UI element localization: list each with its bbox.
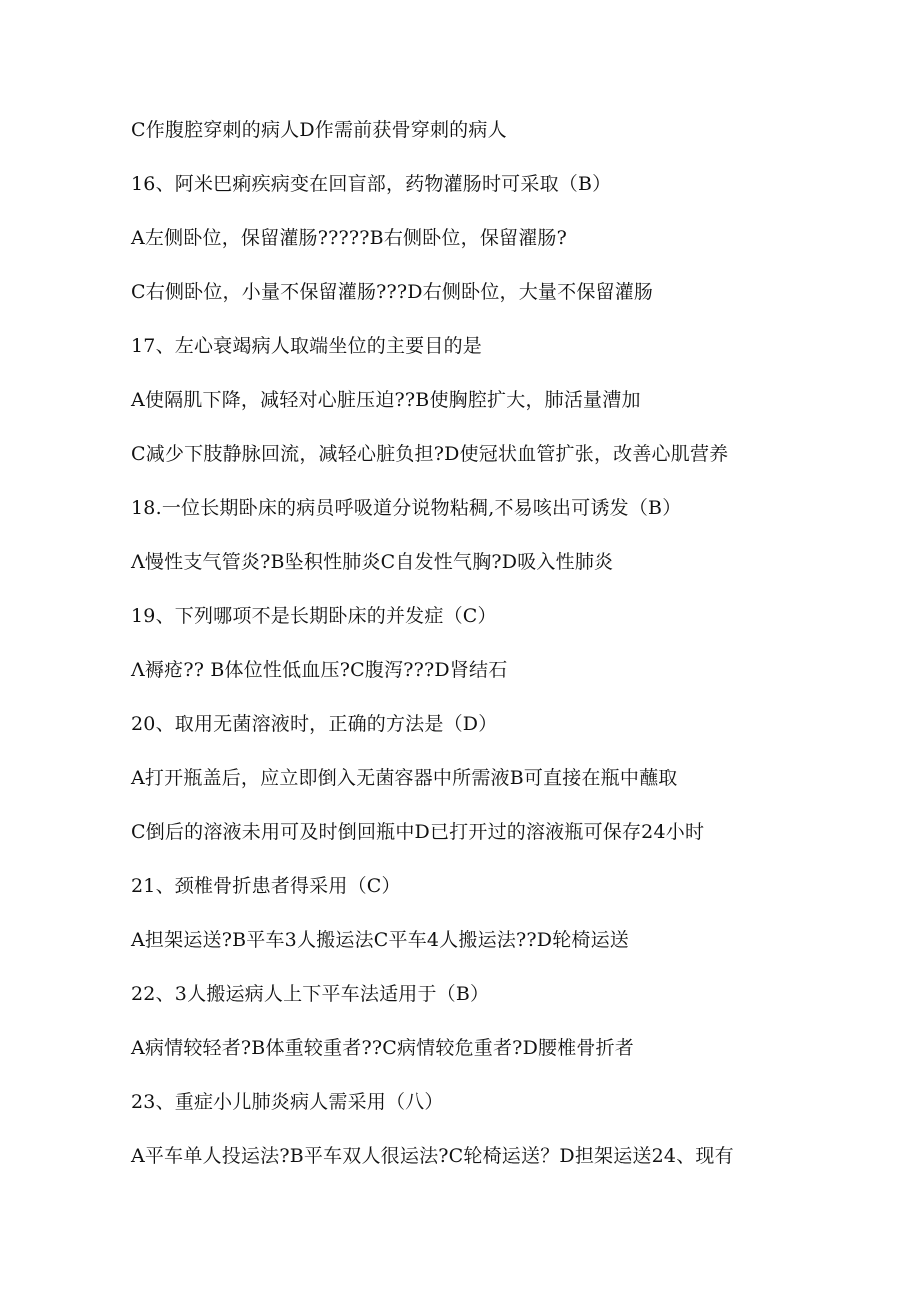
option-line-15-cd: C作腹腔穿刺的病人D作需前获骨穿刺的病人 xyxy=(131,119,507,141)
options-16-cd: C右侧卧位，小量不保留灌肠???D右侧卧位，大量不保留灌肠 xyxy=(131,281,654,303)
question-20: 20、取用无菌溶液时，正确的方法是（D） xyxy=(131,713,498,735)
options-22: A病情较轻者?B体重较重者??C病情较危重者?D腰椎骨折者 xyxy=(131,1037,635,1059)
question-21: 21、颈椎骨折患者得采用（C） xyxy=(131,875,401,897)
options-20-cd: C倒后的溶液未用可及时倒回瓶中D已打开过的溶液瓶可保存24小时 xyxy=(131,821,705,843)
question-22: 22、3人搬运病人上下平车法适用于（B） xyxy=(131,983,490,1005)
question-23: 23、重症小儿肺炎病人需采用（八） xyxy=(131,1091,444,1113)
question-19: 19、下列哪项不是长期卧床的并发症（C） xyxy=(131,605,497,627)
question-17: 17、左心衰竭病人取端坐位的主要目的是 xyxy=(131,335,482,357)
options-20-ab: A打开瓶盖后，应立即倒入无菌容器中所需液B可直接在瓶中蘸取 xyxy=(131,767,678,789)
options-19: Λ褥疮?? B体位性低血压?C腹泻???D肾结石 xyxy=(131,659,508,681)
question-18: 18.一位长期卧床的病员呼吸道分说物粘稠,不易咳出可诱发（B） xyxy=(131,497,682,519)
options-17-ab: A使隔肌下降，减轻对心脏压迫??B使胸腔扩大，肺活量漕加 xyxy=(131,389,641,411)
options-16-ab: A左侧卧位，保留灌肠?????B右侧卧位，保留濯肠? xyxy=(131,227,568,249)
options-23: A平车单人投运法?B平车双人很运法?C轮椅运送？D担架运送24、现有 xyxy=(131,1145,734,1167)
options-18: Λ慢性支气管炎?B坠积性肺炎C自发性气胸?D吸入性肺炎 xyxy=(131,551,614,573)
options-21: A担架运送?B平车3人搬运法C平车4人搬运法??D轮椅运送 xyxy=(131,929,629,951)
options-17-cd: C减少下肢静脉回流，减轻心脏负担?D使冠状血管扩张，改善心肌营养 xyxy=(131,443,729,465)
question-16: 16、阿米巴痢疾病变在回盲部，药物灌肠时可采取（B） xyxy=(131,173,612,195)
